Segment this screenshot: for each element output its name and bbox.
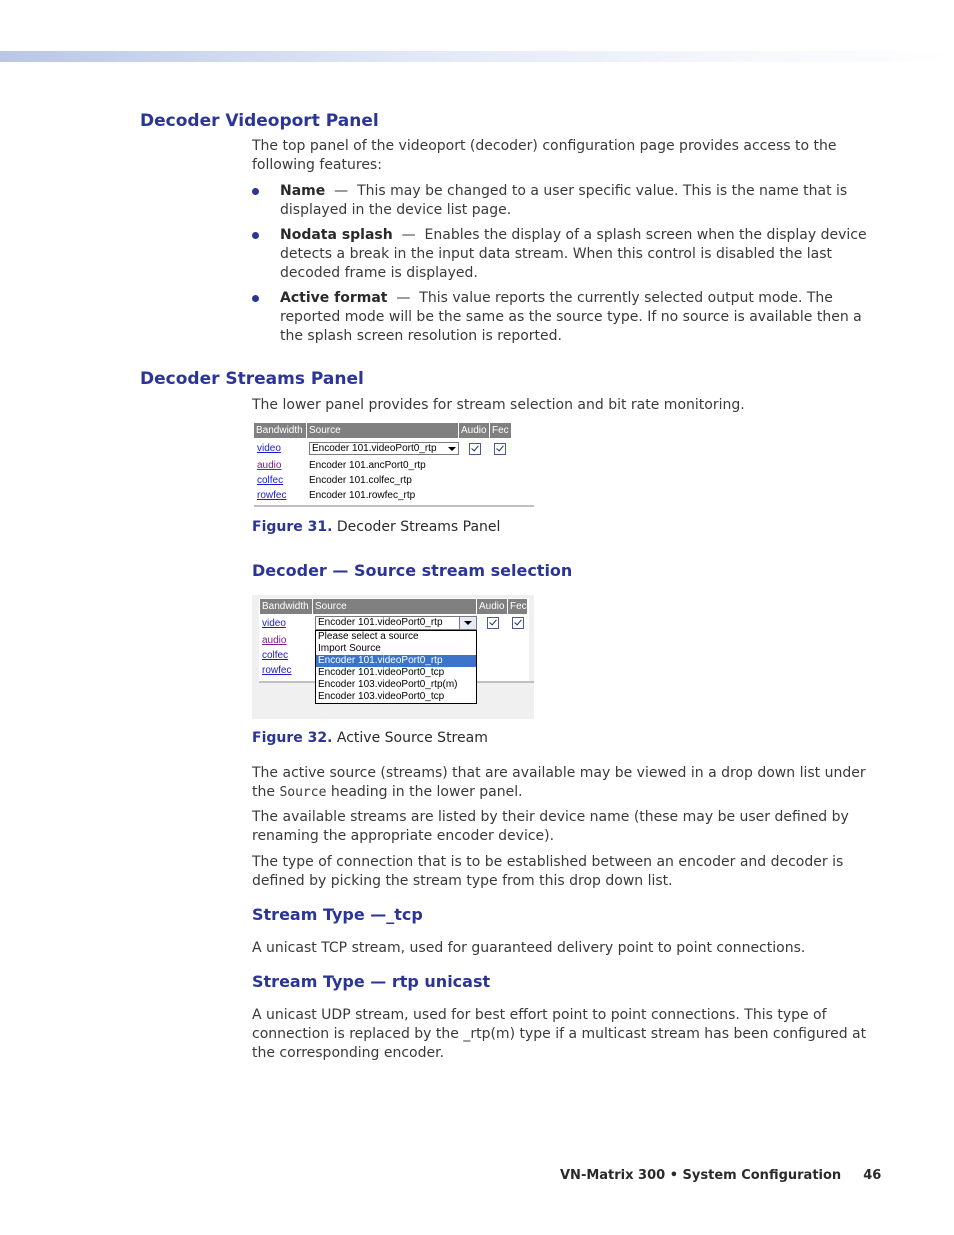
p1-text: The active source (streams) that are available may be viewed in a drop down list under the	[252, 765, 866, 800]
bullet-term: Nodata splash	[280, 227, 393, 243]
source-colfec: Encoder 101.colfec_rtp	[309, 475, 412, 486]
panel-bottom-rule	[254, 505, 534, 507]
chevron-down-icon	[464, 621, 472, 625]
bullet-nodata-splash	[252, 226, 872, 283]
source-dropdown-list[interactable]	[315, 630, 477, 704]
active-source-panel	[252, 595, 534, 719]
streams-intro: The lower panel provides for stream selection and bit rate monitoring.	[252, 397, 745, 413]
header-bandwidth: Bandwidth	[254, 423, 307, 438]
dropdown-option-highlighted[interactable]: Encoder 101.videoPort0_rtp	[316, 655, 476, 667]
header-gradient-bar	[0, 51, 954, 62]
source-audio: Encoder 101.ancPort0_rtp	[309, 460, 426, 471]
stream-rtp-text: A unicast UDP stream, used for best effort point to point connections. This type of connection is replaced by the _rtp(m) type if a multicast stream has been configured at the corresponding encoder.	[252, 1007, 867, 1061]
body-paragraph-3: The type of connection that is to be established between an encoder and decoder is defined by picking the stream type from this drop down list.	[252, 854, 844, 889]
audio-checkbox[interactable]	[469, 443, 481, 455]
bullet-text: This may be changed to a user specific value. This is the name that is displayed in the device list page.	[280, 183, 848, 218]
header-fec: Fec	[490, 423, 512, 438]
source-code-term: Source	[279, 785, 327, 800]
figure-title: Active Source Stream	[336, 730, 488, 746]
header-audio: Audio	[459, 423, 490, 438]
source-select-value: Encoder 101.videoPort0_rtp	[312, 443, 437, 454]
link-rowfec[interactable]: rowfec	[257, 490, 287, 501]
figure-31-caption	[252, 519, 500, 535]
bullet-term: Active format	[280, 290, 388, 306]
link-colfec[interactable]: colfec	[257, 475, 284, 486]
p1-text-after: heading in the lower panel.	[326, 784, 523, 800]
header-source: Source	[313, 599, 477, 614]
link-video[interactable]: video	[262, 618, 286, 629]
figure-32-caption	[252, 730, 488, 746]
stream-tcp-text: A unicast TCP stream, used for guaranteed delivery point to point connections.	[252, 940, 806, 956]
section-heading-streams: Decoder Streams Panel	[140, 369, 364, 389]
link-rowfec[interactable]: rowfec	[262, 665, 292, 676]
subheading-source-selection: Decoder — Source stream selection	[252, 561, 573, 580]
footer-title: VN-Matrix 300 • System Configuration	[560, 1168, 842, 1183]
page-number: 46	[863, 1168, 882, 1183]
page-footer	[560, 1168, 882, 1183]
em-dash: —	[396, 290, 411, 306]
bullet-dot-icon	[252, 232, 259, 239]
bullet-term: Name	[280, 183, 326, 199]
bullet-name	[252, 182, 872, 220]
dropdown-option[interactable]: Encoder 103.videoPort0_tcp	[318, 691, 445, 702]
dropdown-option[interactable]: Encoder 103.videoPort0_rtp(m)	[318, 679, 458, 690]
fec-checkbox[interactable]	[512, 617, 524, 629]
em-dash: —	[334, 183, 349, 199]
source-select-value: Encoder 101.videoPort0_rtp	[318, 617, 443, 628]
subheading-stream-tcp: Stream Type —_tcp	[252, 905, 423, 924]
chevron-down-icon	[448, 447, 456, 451]
audio-checkbox[interactable]	[487, 617, 499, 629]
subheading-stream-rtp: Stream Type — rtp unicast	[252, 972, 491, 991]
header-fec: Fec	[510, 601, 527, 612]
bullet-active-format	[252, 289, 872, 346]
link-colfec[interactable]: colfec	[262, 650, 289, 661]
fec-checkbox[interactable]	[494, 443, 506, 455]
bullet-dot-icon	[252, 295, 259, 302]
figure-label: Figure 31.	[252, 519, 333, 535]
em-dash: —	[401, 227, 416, 243]
videoport-intro: The top panel of the videoport (decoder) configuration page provides access to the following features:	[252, 138, 837, 173]
body-paragraph-1	[252, 764, 872, 802]
link-audio[interactable]: audio	[257, 460, 282, 471]
bullet-text: Enables the display of a splash screen when the display device detects a break in the input data stream. When this control is disabled the last decoded frame is displayed.	[280, 227, 867, 281]
link-audio[interactable]: audio	[262, 635, 287, 646]
bullet-text: This value reports the currently selected output mode. The reported mode will be the same as the source type. If no source is available then a the splash screen resolution is reported.	[280, 290, 862, 344]
dropdown-button[interactable]	[459, 617, 476, 629]
dropdown-option[interactable]: Encoder 101.videoPort0_tcp	[318, 667, 445, 678]
decoder-streams-panel	[254, 423, 534, 507]
body-paragraph-2: The available streams are listed by their device name (these may be user defined by renaming the appropriate encoder device).	[252, 809, 849, 844]
dropdown-option[interactable]: Import Source	[318, 643, 381, 654]
header-audio: Audio	[477, 599, 508, 614]
header-bandwidth: Bandwidth	[260, 599, 313, 614]
figure-label: Figure 32.	[252, 730, 333, 746]
figure-title: Decoder Streams Panel	[336, 519, 501, 535]
dropdown-option[interactable]: Please select a source	[318, 631, 419, 642]
source-select-open[interactable]	[315, 616, 477, 630]
source-select[interactable]	[309, 442, 459, 455]
bullet-dot-icon	[252, 188, 259, 195]
section-heading-videoport: Decoder Videoport Panel	[140, 111, 379, 131]
link-video[interactable]: video	[257, 443, 281, 454]
source-rowfec: Encoder 101.rowfec_rtp	[309, 490, 416, 501]
header-source: Source	[307, 423, 459, 438]
